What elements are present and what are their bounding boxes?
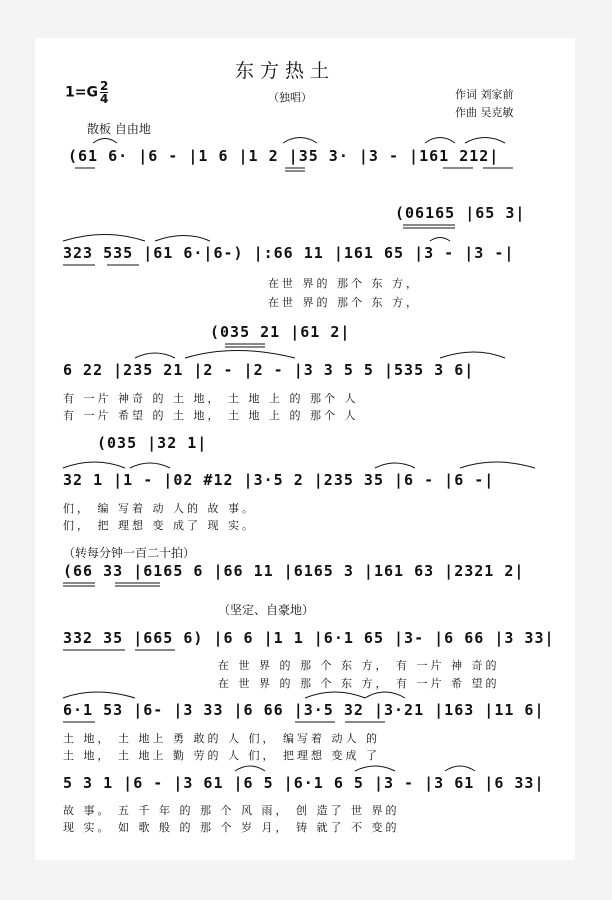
- lyrics-row-5-verse-2: 有 一片 希望 的 土 地， 土 地 上 的 那个 人: [63, 409, 359, 422]
- score-row-3: 323 535 |61 6·|6-) |:66 11 |161 65 |3 - |3 -|: [63, 244, 515, 262]
- score-sheet: [35, 38, 575, 860]
- score-row-5: 6 22 |235 21 |2 - |2 - |3 3 5 5 |535 3 6|: [63, 361, 475, 379]
- lyrics-row-7-verse-1: 们， 编 写着 动 人的 故 事。: [63, 502, 256, 515]
- lyrics-row-10-verse-2: 土 地， 土 地上 勤 劳的 人 们， 把理想 变成 了: [63, 749, 380, 762]
- time-numerator: 2: [99, 79, 109, 93]
- key-prefix: 1=G: [65, 84, 98, 101]
- score-row-9: 332 35 |665 6) |6 6 |1 1 |6·1 65 |3- |6 66 |3 33|: [63, 629, 555, 647]
- lyrics-row-5-verse-1: 有 一片 神奇 的 土 地， 土 地 上 的 那个 人: [63, 392, 359, 405]
- score-row-10: 6·1 53 |6- |3 33 |6 66 |3·5 32 |3·21 |163 |11 6|: [63, 701, 545, 719]
- lyrics-row-7-verse-2: 们， 把 理想 变 成了 现 实。: [63, 519, 256, 532]
- lyrics-row-11-verse-1: 故 事。 五 千 年 的 那 个 风 雨， 创 造了 世 界的: [63, 804, 400, 817]
- time-signature: [100, 80, 108, 105]
- lyrics-row-3-verse-2: 在世 界的 那个 东 方，: [268, 296, 420, 309]
- score-row-8: (66 33 |6165 6 |66 11 |6165 3 |161 63 |2321 2|: [63, 562, 525, 580]
- expression-mark: （坚定、自豪地）: [218, 603, 315, 617]
- key-signature: [65, 80, 108, 105]
- composer-credit: 作曲 吴克敏: [455, 106, 514, 119]
- lyricist-credit: 作词 刘家前: [455, 88, 514, 101]
- lyrics-row-10-verse-1: 土 地， 土 地上 勇 敢的 人 们， 编写着 动人 的: [63, 732, 380, 745]
- lyrics-row-9-verse-1: 在 世 界 的 那 个 东 方， 有 一片 神 奇的: [218, 659, 500, 672]
- score-row-6: (035 |32 1|: [97, 434, 208, 452]
- score-row-2: (06165 |65 3|: [395, 204, 526, 222]
- score-row-11: 5 3 1 |6 - |3 61 |6 5 |6·1 6 5 |3 - |3 61 |6 33|: [63, 774, 545, 792]
- lyrics-row-11-verse-2: 现 实。 如 歌 般 的 那 个 岁 月， 铸 就了 不 变的: [63, 821, 400, 834]
- score-row-1: (61 6· |6 - |1 6 |1 2 |35 3· |3 - |161 212|: [68, 147, 500, 165]
- song-title: 东方热土: [235, 60, 336, 82]
- song-subtitle: （独唱）: [268, 91, 312, 104]
- tempo-change-mark: （转每分钟一百二十拍）: [63, 546, 196, 560]
- lyrics-row-9-verse-2: 在 世 界 的 那 个 东 方， 有 一片 希 望的: [218, 677, 500, 690]
- score-row-7: 32 1 |1 - |02 #12 |3·5 2 |235 35 |6 - |6 -|: [63, 471, 495, 489]
- lyrics-row-3-verse-1: 在世 界的 那个 东 方，: [268, 277, 420, 290]
- time-denominator: 4: [99, 92, 109, 106]
- score-row-4: (035 21 |61 2|: [210, 323, 351, 341]
- intro-tempo-mark: 散板 自由地: [87, 122, 151, 136]
